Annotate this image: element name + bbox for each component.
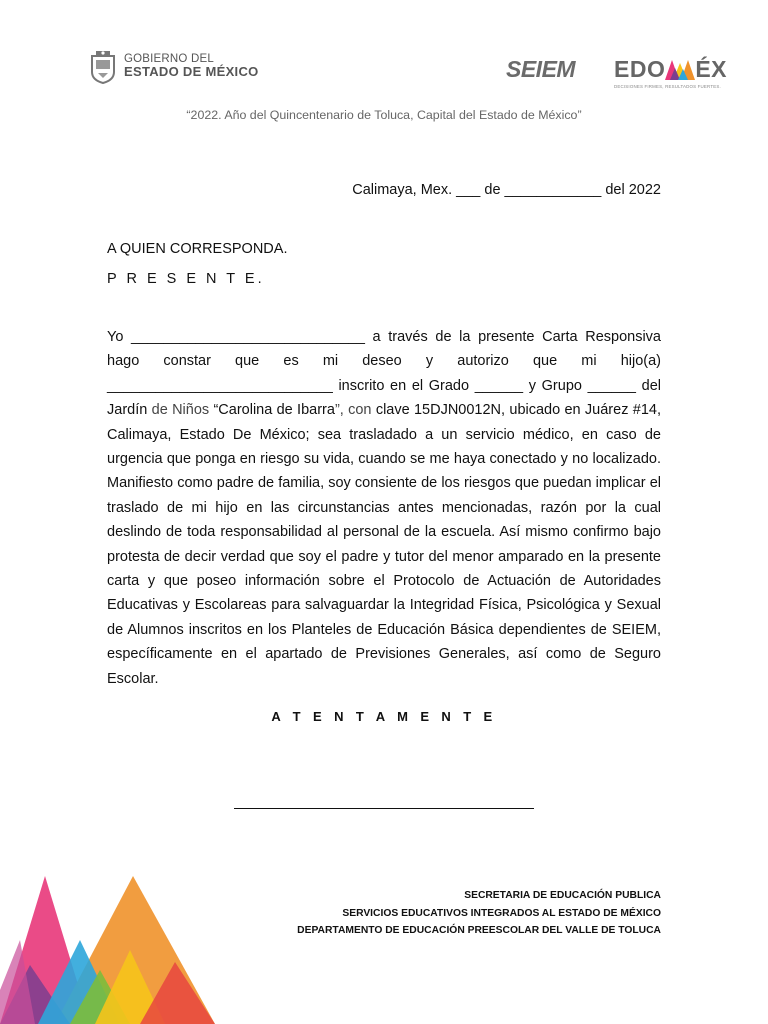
gobierno-estado-mexico-logo — [88, 47, 259, 85]
year-motto: “2022. Año del Quincentenario de Toluca, Capital del Estado de México” — [186, 108, 582, 122]
decorative-triangles-graphic — [0, 870, 220, 1024]
seiem-logo: SEIEM — [506, 56, 576, 82]
body-part3: clave 15DJN0012N, ubicado en Juárez #14, Calimaya, Estado De México; sea trasladado a un servicio médico, en caso de urgencia que ponga en riesgo su vida, cuando se me haya conectado y no localizado. Manifiesto como padre de familia, soy consiente de los riesgos que puedan implicar el traslado de mi hijo en las circunstancias antes mencionadas, razón por la cual deslindo de toda responsabilidad al personal de la escuela. Así mismo confirmo bajo protesta de decir verdad que soy el padre y tutor del menor amparado en la presente carta y que poseo información sobre el Protocolo de Actuación de Autoridades Educativas y Escolareas para salvaguardar la Integridad Física, Psicológica y Sexual de Alumnos inscritos en los Planteles de Educación Básica dependientes de SEIEM, específicamente en el apartado de Previsiones Generales, así como de Seguro Escolar. — [107, 402, 661, 687]
state-seal-icon — [88, 47, 118, 85]
footer-line1: SECRETARIA DE EDUCACIÓN PUBLICA — [464, 890, 661, 901]
edomex-m-icon — [665, 60, 695, 80]
signature-line — [234, 808, 534, 809]
footer-institutions — [297, 887, 661, 940]
presente-heading: P R E S E N T E. — [107, 271, 265, 287]
body-part2: “Carolina de Ibarra — [213, 402, 335, 419]
gob-logo-line1: GOBIERNO DEL — [124, 53, 214, 66]
body-soft1: de Niños — [151, 402, 214, 419]
footer-line2: SERVICIOS EDUCATIVOS INTEGRADOS AL ESTADO DE MÉXICO — [342, 907, 661, 919]
place-date-line: Calimaya, Mex. ___ de ____________ del 2022 — [352, 182, 661, 198]
edomex-tagline: DECISIONES FIRMES, RESULTADOS FUERTES. — [614, 84, 721, 89]
body-part1: Yo _____________________________ a través de la presente Carta Responsiva hago constar que es mi deseo y autorizo que mi hijo(a) ____________________________ inscrito en el Grado ______ y Grupo ______ del Jardín — [107, 329, 661, 419]
footer-line3: DEPARTAMENTO DE EDUCACIÓN PREESCOLAR DEL VALLE DE TOLUCA — [297, 925, 661, 936]
letter-body — [107, 325, 661, 691]
addressee: A QUIEN CORRESPONDA. — [107, 241, 288, 257]
edomex-logo-suffix: ÉX — [695, 56, 728, 82]
body-soft2: ”, con — [334, 402, 372, 419]
edomex-logo — [614, 56, 727, 89]
closing-atentamente: A T E N T A M E N T E — [271, 709, 497, 724]
edomex-logo-prefix: EDO — [614, 56, 666, 82]
gob-logo-line2: ESTADO DE MÉXICO — [124, 64, 259, 80]
